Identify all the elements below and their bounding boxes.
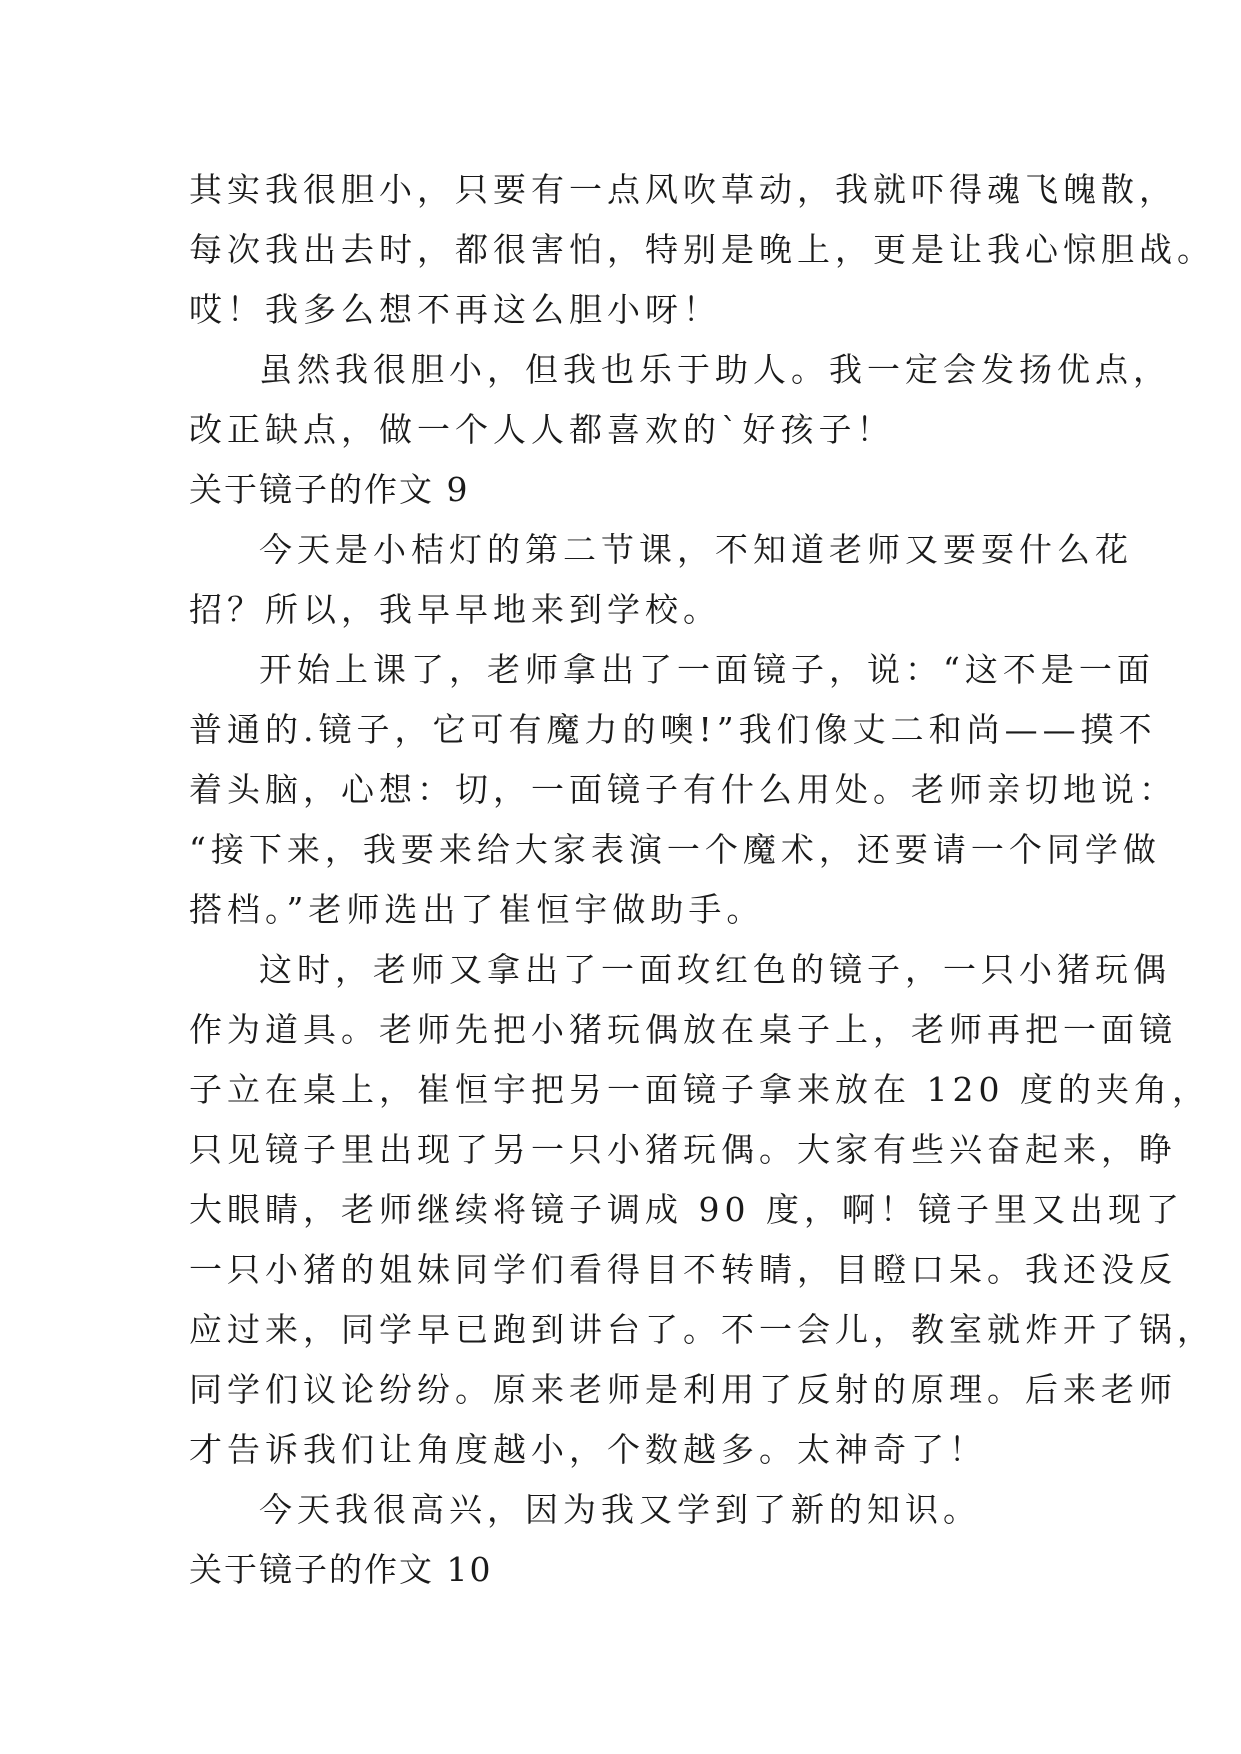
text-line: 着头脑，心想：切，一面镜子有什么用处。老师亲切地说： [189, 770, 1177, 809]
text-line: 大眼睛，老师继续将镜子调成 90 度，啊！镜子里又出现了 [189, 1190, 1184, 1229]
text-line: 子立在桌上，崔恒宇把另一面镜子拿来放在 120 度的夹角， [189, 1070, 1210, 1109]
text-line: 这时，老师又拿出了一面玫红色的镜子，一只小猪玩偶 [259, 950, 1171, 989]
text-line: 只见镜子里出现了另一只小猪玩偶。大家有些兴奋起来，睁 [189, 1130, 1177, 1169]
section-heading: 关于镜子的作文 9 [189, 470, 470, 509]
text-line: 今天我很高兴，因为我又学到了新的知识。 [259, 1490, 981, 1529]
text-line: 同学们议论纷纷。原来老师是利用了反射的原理。后来老师 [189, 1370, 1177, 1409]
document-body [189, 160, 1215, 1600]
text-line: 改正缺点，做一个人人都喜欢的`好孩子！ [189, 410, 895, 449]
text-line: “接下来，我要来给大家表演一个魔术，还要请一个同学做 [189, 830, 1161, 869]
text-line: 才告诉我们让角度越小，个数越多。太神奇了！ [189, 1430, 987, 1469]
text-line: 开始上课了，老师拿出了一面镜子，说：“这不是一面 [259, 650, 1155, 689]
text-line: 应过来，同学早已跑到讲台了。不一会儿，教室就炸开了锅， [189, 1310, 1215, 1349]
text-line: 今天是小桔灯的第二节课，不知道老师又要耍什么花 [259, 530, 1133, 569]
section-heading: 关于镜子的作文 10 [189, 1550, 493, 1589]
text-line: 哎！我多么想不再这么胆小呀！ [189, 290, 721, 329]
text-line: 虽然我很胆小，但我也乐于助人。我一定会发扬优点， [259, 350, 1171, 389]
text-line: 一只小猪的姐妹同学们看得目不转睛，目瞪口呆。我还没反 [189, 1250, 1177, 1289]
text-line: 招？所以，我早早地来到学校。 [189, 590, 721, 629]
text-line: 搭档。”老师选出了崔恒宇做助手。 [189, 890, 765, 929]
text-line: 普通的.镜子，它可有魔力的噢!”我们像丈二和尚——摸不 [189, 710, 1157, 749]
text-line: 作为道具。老师先把小猪玩偶放在桌子上，老师再把一面镜 [189, 1010, 1177, 1049]
text-line: 其实我很胆小，只要有一点风吹草动，我就吓得魂飞魄散， [189, 170, 1177, 209]
text-line: 每次我出去时，都很害怕，特别是晚上，更是让我心惊胆战。 [189, 230, 1215, 269]
